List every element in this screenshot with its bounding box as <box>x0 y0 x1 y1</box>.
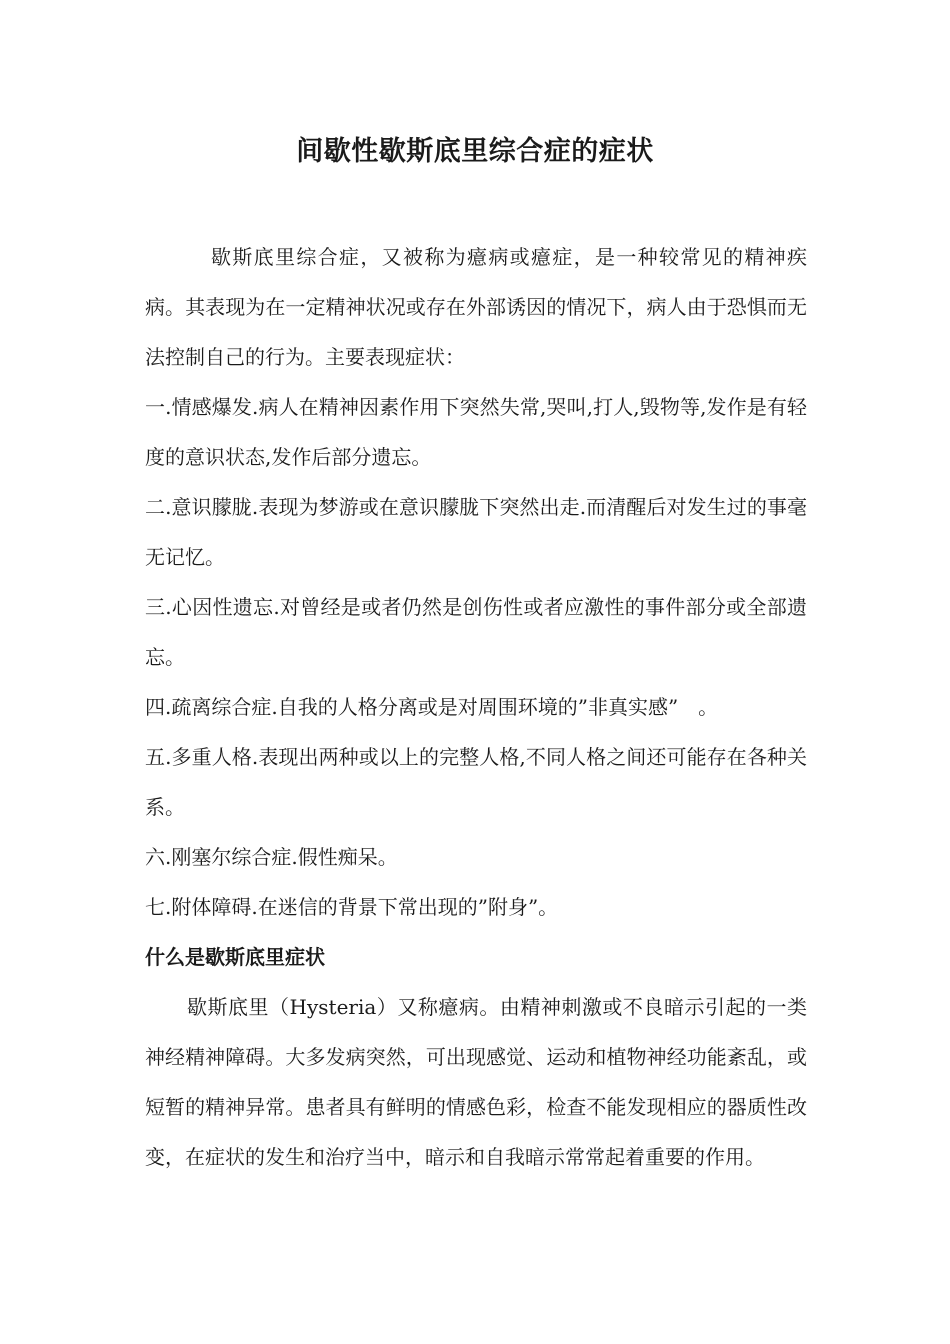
symptom-item-4: 四.疏离综合症.自我的人格分离或是对周围环境的”非真实感” 。 <box>145 695 719 719</box>
symptom-item-3: 三.心因性遗忘.对曾经是或者仍然是创伤性或者应激性的事件部分或全部遗忘。 <box>145 595 807 669</box>
document-title: 间歇性歇斯底里综合症的症状 <box>296 136 654 167</box>
symptom-item-5: 五.多重人格.表现出两种或以上的完整人格,不同人格之间还可能存在各种关系。 <box>145 745 807 819</box>
section-paragraph: 歇斯底里（Hysteria）又称癔病。由精神刺激或不良暗示引起的一类神经精神障碍。大多发病突然，可出现感觉、运动和植物神经功能紊乱，或短暂的精神异常。患者具有鲜明的情感色彩，检查不能发现相应的器质性改变，在症状的发生和治疗当中，暗示和自我暗示常常起着重要的作用。 <box>145 995 807 1169</box>
symptom-item-6: 六.刚塞尔综合症.假性痴呆。 <box>145 845 398 869</box>
document-body <box>145 232 807 1182</box>
section-heading: 什么是歇斯底里症状 <box>145 945 325 969</box>
symptom-item-2: 二.意识朦胧.表现为梦游或在意识朦胧下突然出走.而清醒后对发生过的事毫无记忆。 <box>145 495 807 569</box>
symptom-item-1: 一.情感爆发.病人在精神因素作用下突然失常,哭叫,打人,毁物等,发作是有轻度的意识状态,发作后部分遗忘。 <box>145 395 807 469</box>
symptom-item-7: 七.附体障碍.在迷信的背景下常出现的”附身”。 <box>145 895 559 919</box>
intro-paragraph: 歇斯底里综合症，又被称为癔病或癔症，是一种较常见的精神疾病。其表现为在一定精神状况或存在外部诱因的情况下，病人由于恐惧而无法控制自己的行为。主要表现症状： <box>145 245 807 369</box>
